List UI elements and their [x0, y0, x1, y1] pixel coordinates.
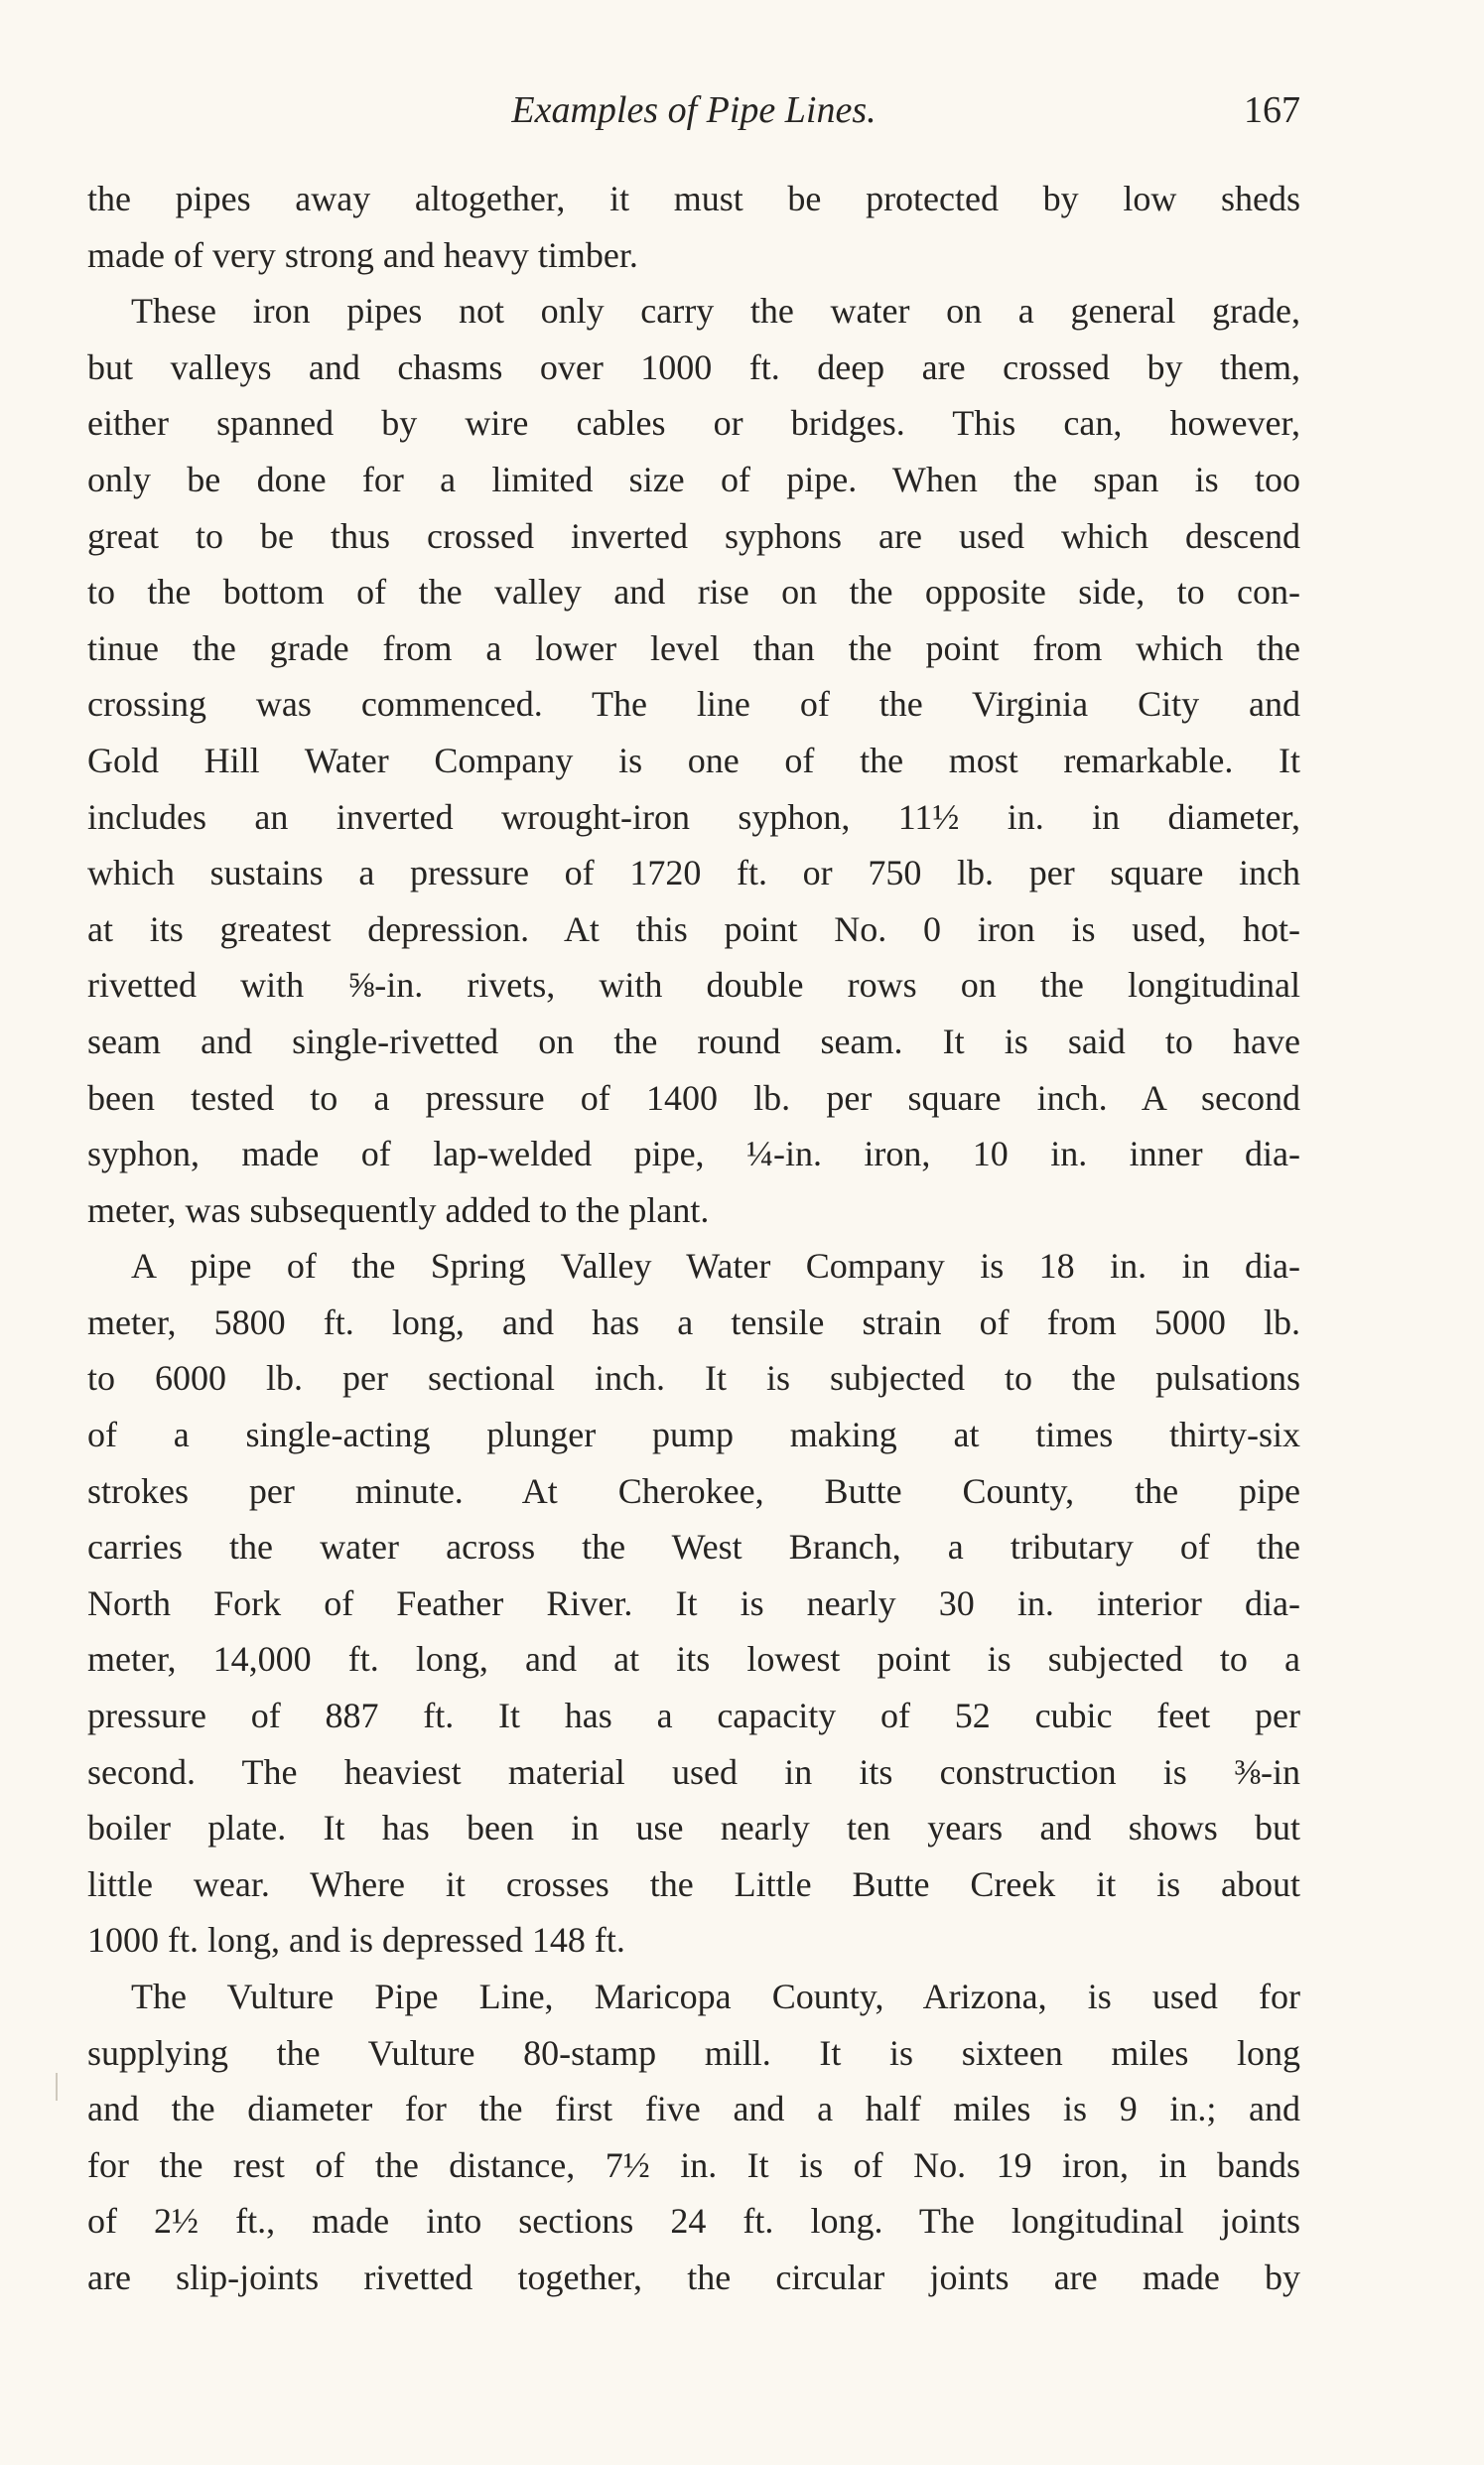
text-line: at its greatest depression. At this point No. 0 iron is used, hot- — [87, 908, 1300, 949]
text-line: been tested to a pressure of 1400 lb. per square inch. A second — [87, 1077, 1300, 1118]
text-line: of a single-acting plunger pump making at times thirty-six — [87, 1415, 1300, 1455]
text-line: These iron pipes not only carry the water on a general grade, — [131, 291, 1300, 332]
text-line: to 6000 lb. per sectional inch. It is subjected to the pulsations — [87, 1358, 1300, 1399]
text-line: syphon, made of lap-welded pipe, ¼-in. iron, 10 in. inner dia- — [87, 1134, 1300, 1174]
margin-mark — [56, 2073, 58, 2101]
text-line: pressure of 887 ft. It has a capacity of 52 cubic feet per — [87, 1696, 1300, 1736]
text-line: meter, 5800 ft. long, and has a tensile strain of from 5000 lb. — [87, 1301, 1300, 1342]
text-line: and the diameter for the first five and a half miles is 9 in.; and — [87, 2089, 1300, 2129]
text-line: tinue the grade from a lower level than the point from which the — [87, 627, 1300, 668]
text-line: second. The heaviest material used in its construction is ⅜-in — [87, 1751, 1300, 1792]
page-header — [87, 79, 1300, 141]
text-line: either spanned by wire cables or bridges. This can, however, — [87, 403, 1300, 444]
text-line: A pipe of the Spring Valley Water Company is 18 in. in dia- — [131, 1246, 1300, 1287]
text-line: great to be thus crossed inverted syphons are used which descend — [87, 515, 1300, 556]
text-line: little wear. Where it crosses the Little Butte Creek it is about — [87, 1863, 1300, 1904]
text-line: rivetted with ⅝-in. rivets, with double rows on the longitudinal — [87, 965, 1300, 1006]
text-line: of 2½ ft., made into sections 24 ft. long. The longitudinal joints — [87, 2201, 1300, 2242]
text-line: meter, 14,000 ft. long, and at its lowest point is subjected to a — [87, 1639, 1300, 1680]
page-number: 167 — [1244, 89, 1300, 131]
text-line: includes an inverted wrought-iron syphon, 11½ in. in diameter, — [87, 796, 1300, 837]
text-line: which sustains a pressure of 1720 ft. or 750 lb. per square inch — [87, 853, 1300, 893]
text-line: North Fork of Feather River. It is nearly 30 in. interior dia- — [87, 1582, 1300, 1623]
text-line: supplying the Vulture 80-stamp mill. It is sixteen miles long — [87, 2032, 1300, 2073]
text-line: crossing was commenced. The line of the Virginia City and — [87, 684, 1300, 725]
text-line: 1000 ft. long, and is depressed 148 ft. — [87, 1920, 625, 1961]
text-line: The Vulture Pipe Line, Maricopa County, Arizona, is used for — [131, 1977, 1300, 2016]
text-line: the pipes away altogether, it must be protected by low sheds — [87, 179, 1300, 218]
text-line: to the bottom of the valley and rise on the opposite side, to con- — [87, 572, 1300, 613]
text-line: for the rest of the distance, 7½ in. It is of No. 19 iron, in bands — [87, 2144, 1300, 2185]
text-line: meter, was subsequently added to the plant. — [87, 1189, 710, 1230]
text-line: carries the water across the West Branch, a tributary of the — [87, 1527, 1300, 1568]
text-line: Gold Hill Water Company is one of the most remarkable. It — [87, 740, 1300, 780]
text-line: seam and single-rivetted on the round seam. It is said to have — [87, 1021, 1300, 1061]
text-line: made of very strong and heavy timber. — [87, 234, 638, 275]
text-line: only be done for a limited size of pipe. When the span is too — [87, 459, 1300, 499]
text-line: strokes per minute. At Cherokee, Butte County, the pipe — [87, 1470, 1300, 1511]
text-line: but valleys and chasms over 1000 ft. deep are crossed by them, — [87, 346, 1300, 387]
running-title: Examples of Pipe Lines. — [511, 89, 877, 131]
body-text — [87, 171, 1300, 2306]
text-line: are slip-joints rivetted together, the circular joints are made by — [87, 2257, 1300, 2297]
text-line: boiler plate. It has been in use nearly ten years and shows but — [87, 1808, 1300, 1849]
